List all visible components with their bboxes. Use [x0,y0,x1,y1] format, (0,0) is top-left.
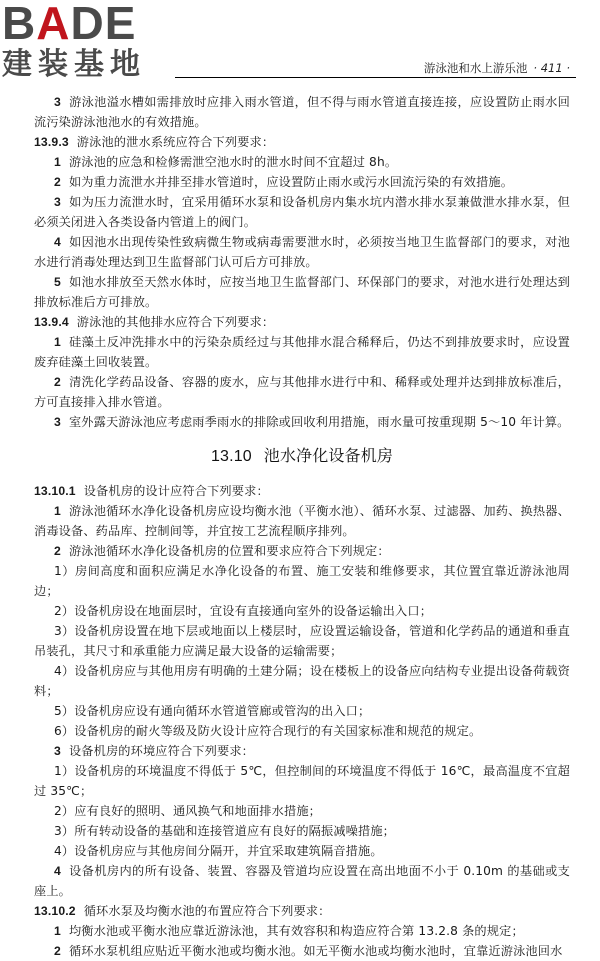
subitem-paragraph [34,841,570,861]
item-number: 2） [54,804,75,818]
subitem-paragraph [34,621,570,661]
subitem-paragraph [34,661,570,701]
paragraph-text: 游泳池循环水净化设备机房应设均衡水池（平衡水池）、循环水泵、过滤器、加药、换热器、消毒设备、药品库、控制间等，并宜按工艺流程顺序排列。 [34,504,570,538]
subitem-paragraph [34,821,570,841]
paragraph-text: 设备机房的耐火等级及防火设计应符合现行的有关国家标准和规范的规定。 [74,724,482,738]
item-number: 3） [54,624,75,638]
item-number: 1 [54,335,61,349]
logo-wordmark: BADE [2,0,137,49]
subitem-paragraph [34,761,570,801]
item-number: 5） [54,704,75,718]
clause-paragraph [34,481,570,501]
item-number: 4） [54,664,75,678]
section-title: 池水净化设备机房 [263,446,393,465]
paragraph-text: 游泳池溢水槽如需排放时应排入雨水管道，但不得与雨水管道直接连接，应设置防止雨水回流污染游泳池池水的有效措施。 [34,95,570,129]
paragraph-text: 游泳池循环水净化设备机房的位置和要求应符合下列规定： [68,544,390,558]
subitem-paragraph [34,701,570,721]
item-number: 3 [54,195,61,209]
clause-number: 13.10.2 [34,904,76,918]
item-number: 1 [54,924,61,938]
subitem-paragraph [34,561,570,601]
paragraph-text: 设备机房设置在地下层或地面以上楼层时，应设置运输设备，管道和化学药品的通道和垂直吊装孔，其尺寸和承重能力应满足最大设备的运输需要； [34,624,570,658]
paragraph-text: 设备机房的环境应符合下列要求： [68,744,254,758]
clause-paragraph [34,901,570,921]
item-paragraph [34,861,570,901]
item-number: 2 [54,375,61,389]
item-paragraph [34,921,570,941]
item-number: 1 [54,504,61,518]
subitem-paragraph [34,801,570,821]
item-number: 1 [54,155,61,169]
paragraph-text: 硅藻土反冲洗排水中的污染杂质经过与其他排水混合稀释后，仍达不到排放要求时，应设置废弃硅藻土回收装置。 [34,335,570,369]
page-number: · 411 · [533,61,570,75]
clause-number: 13.9.4 [34,315,69,329]
paragraph-text: 室外露天游泳池应考虑雨季雨水的排除或回收利用措施，雨水量可按重现期 5～10 年计算。 [68,415,570,429]
paragraph-text: 如因池水出现传染性致病微生物或病毒需要泄水时，必须按当地卫生监督部门的要求，对池水进行消毒处理达到卫生监督部门认可后方可排放。 [34,235,570,269]
item-number: 4 [54,235,61,249]
paragraph-text: 如池水排放至天然水体时，应按当地卫生监督部门、环保部门的要求，对池水进行处理达到排放标准后方可排放。 [34,275,570,309]
paragraph-text: 如为压力流泄水时，宜采用循环水泵和设备机房内集水坑内潜水排水泵兼做泄水排水泵，但必须关闭进入各类设备内管道上的阀门。 [34,195,570,229]
item-number: 5 [54,275,61,289]
paragraph-text: 循环水泵机组应贴近平衡水池或均衡水池。如无平衡水池或均衡水池时，宜靠近游泳池回水 [68,944,563,958]
page-body [34,92,570,961]
item-number: 3） [54,824,75,838]
subitem-paragraph [34,721,570,741]
item-number: 4） [54,844,75,858]
paragraph-text: 应有良好的照明、通风换气和地面排水措施； [74,804,321,818]
item-paragraph [34,941,570,961]
paragraph-text: 游泳池的其他排水应符合下列要求： [76,315,275,329]
item-number: 1） [54,564,75,578]
item-number: 1） [54,764,75,778]
section-number: 13.10 [211,448,252,465]
item-paragraph [34,172,570,192]
item-number: 4 [54,864,61,878]
paragraph-text: 所有转动设备的基础和连接管道应有良好的隔振减噪措施； [74,824,396,838]
publisher-logo [2,0,174,82]
paragraph-text: 房间高度和面积应满足水净化设备的布置、施工安装和维修要求，其位置宜靠近游泳池周边； [34,564,570,598]
paragraph-text: 设备机房内的所有设备、装置、容器及管道均应设置在高出地面不小于 0.10m 的基础或支座上。 [34,864,570,898]
item-number: 2 [54,175,61,189]
item-paragraph [34,541,570,561]
item-number: 2 [54,944,61,958]
running-header [424,60,570,76]
item-paragraph [34,501,570,541]
paragraph-text: 游泳池的应急和检修需泄空池水时的泄水时间不宜超过 8h。 [68,155,398,169]
paragraph-text: 设备机房应与其他用房有明确的土建分隔；设在楼板上的设备应向结构专业提出设备荷载资料； [34,664,570,698]
section-heading [34,446,570,467]
paragraph-text: 设备机房应与其他房间分隔开，并宜采取建筑隔音措施。 [74,844,383,858]
item-paragraph [34,332,570,372]
item-number: 2 [54,544,61,558]
clause-paragraph [34,312,570,332]
clause-number: 13.9.3 [34,135,69,149]
item-number: 3 [54,95,61,109]
running-header-title: 游泳池和水上游乐池 [423,61,528,75]
clause-number: 13.10.1 [34,484,76,498]
paragraph-text: 游泳池的泄水系统应符合下列要求： [76,135,275,149]
paragraph-text: 设备机房的设计应符合下列要求： [83,484,269,498]
item-number: 3 [54,744,61,758]
paragraph-text: 均衡水池或平衡水池应靠近游泳池，其有效容积和构造应符合第 13.2.8 条的规定； [68,924,524,938]
paragraph-text: 设备机房应设有通向循环水管道管廊或管沟的出入口； [74,704,371,718]
item-paragraph [34,92,570,132]
item-paragraph [34,232,570,272]
paragraph-text: 设备机房设在地面层时，宜设有直接通向室外的设备运输出入口； [74,604,433,618]
item-number: 2） [54,604,75,618]
item-number: 6） [54,724,75,738]
paragraph-text: 设备机房的环境温度不得低于 5℃，但控制间的环境温度不得低于 16℃，最高温度不宜超过 35℃； [34,764,571,798]
paragraph-text: 循环水泵及均衡水池的布置应符合下列要求： [83,904,331,918]
item-paragraph [34,152,570,172]
item-number: 3 [54,415,61,429]
item-paragraph [34,272,570,312]
paragraph-text: 清洗化学药品设备、容器的废水，应与其他排水进行中和、稀释或处理并达到排放标准后，方可直接排入排水管道。 [34,375,570,409]
logo-subtitle: 建装基地 [2,47,146,82]
item-paragraph [34,412,570,432]
item-paragraph [34,192,570,232]
paragraph-text: 如为重力流泄水并排至排水管道时，应设置防止雨水或污水回流污染的有效措施。 [68,175,514,189]
subitem-paragraph [34,601,570,621]
header-rule [175,77,576,78]
clause-paragraph [34,132,570,152]
item-paragraph [34,741,570,761]
item-paragraph [34,372,570,412]
